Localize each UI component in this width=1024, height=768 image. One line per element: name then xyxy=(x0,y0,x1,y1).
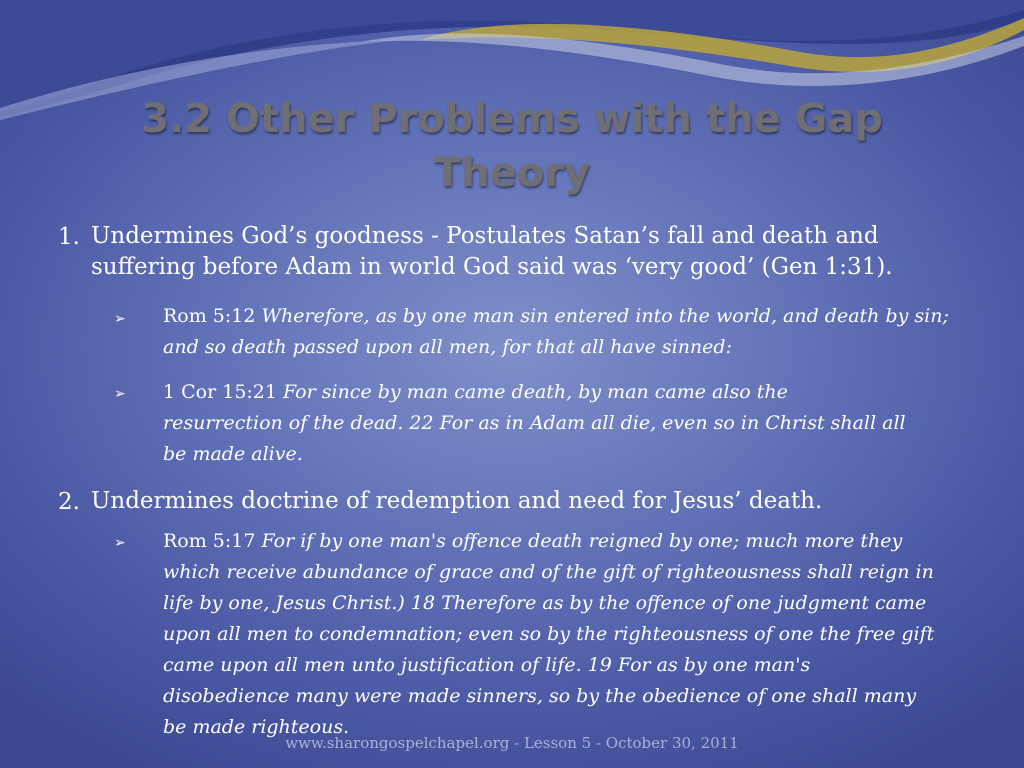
scripture-quote: For since by man came death, by man came also the resurrection of the dead. 22 For as in Adam all die, even so in Christ shall all be made alive. xyxy=(163,381,906,465)
arrow-bullet-icon: ➢ xyxy=(114,311,126,327)
point-1-subpoint-2 xyxy=(163,377,908,470)
slide-footer: www.sharongospelchapel.org - Lesson 5 - October 30, 2011 xyxy=(285,734,739,752)
scripture-quote: Wherefore, as by one man sin entered into the world, and death by sin; and so death passed upon all men, for that all have sinned: xyxy=(163,305,949,358)
scripture-reference: Rom 5:12 xyxy=(163,305,262,327)
point-1-number: 1. xyxy=(58,224,80,250)
point-2-number: 2. xyxy=(58,489,80,515)
scripture-reference: Rom 5:17 xyxy=(163,530,262,552)
slide-title: 3.2 Other Problems with the Gap Theory xyxy=(141,96,883,196)
scripture-reference: 1 Cor 15:21 xyxy=(163,381,284,403)
arrow-bullet-icon: ➢ xyxy=(114,386,126,402)
arrow-bullet-icon: ➢ xyxy=(114,535,126,551)
point-2-text: Undermines doctrine of redemption and need for Jesus’ death. xyxy=(91,488,823,514)
scripture-quote: For if by one man's offence death reigned by one; much more they which receive abundance of grace and of the gift of righteousness shall reign in life by one, Jesus Christ.) 18 Therefore as by the offence of one judgment came upon all men to condemnation; even so by the righteousness of one the free gift came upon all men unto justification of life. 19 For as by one man's disobedience many were made sinners, so by the obedience of one shall many be made righteous. xyxy=(163,530,935,738)
point-1-text: Undermines God’s goodness - Postulates Satan’s fall and death and suffering before Adam in world God said was ‘very good’ (Gen 1:31). xyxy=(91,223,893,280)
point-1-subpoint-1 xyxy=(163,301,953,363)
point-2-subpoint-1 xyxy=(163,526,938,743)
